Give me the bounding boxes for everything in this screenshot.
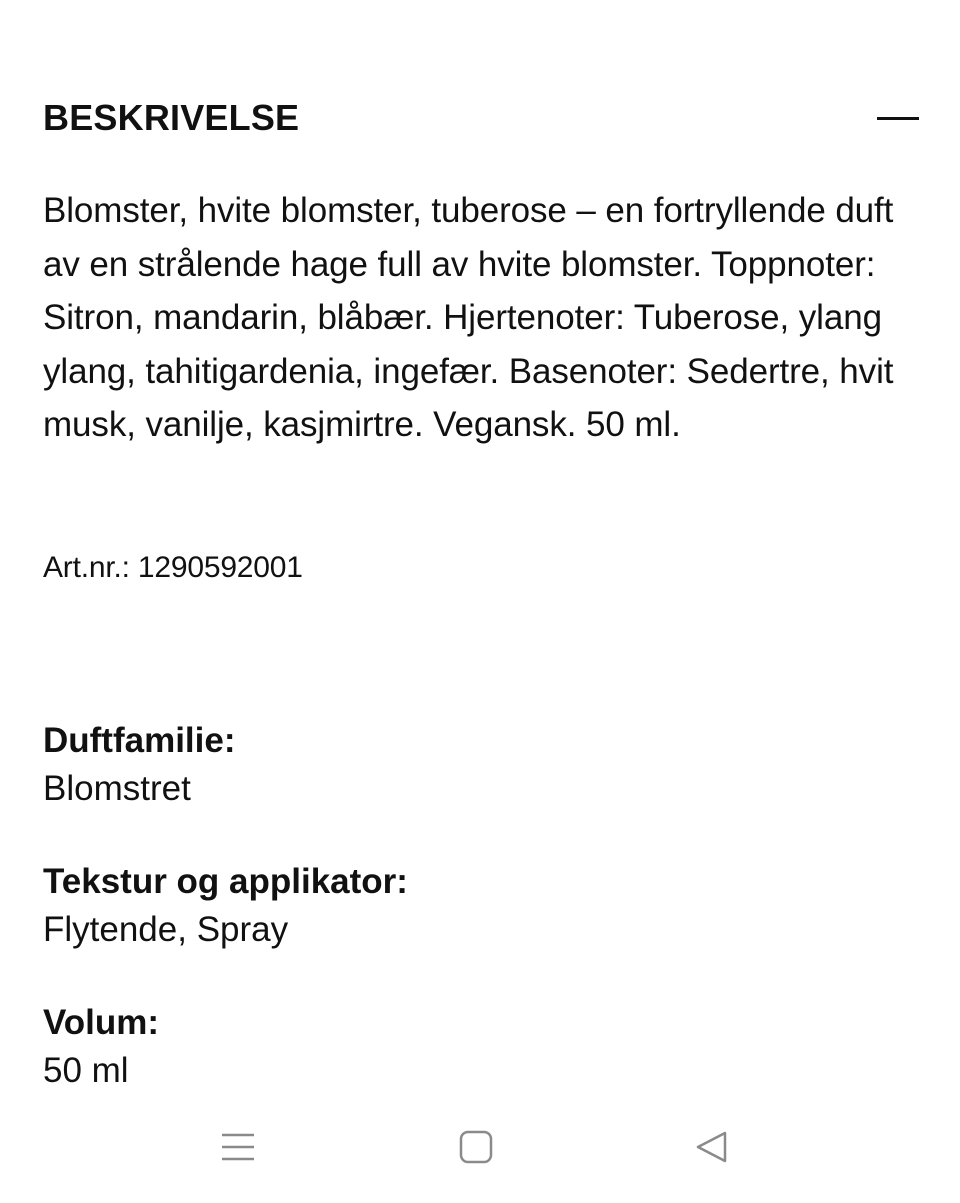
- attribute-label: Duftfamilie:: [43, 721, 236, 760]
- attribute-texture-applicator: [43, 858, 903, 954]
- attribute-value: Flytende, Spray: [43, 910, 289, 949]
- minus-icon[interactable]: [875, 103, 919, 133]
- attribute-value: Blomstret: [43, 769, 191, 808]
- attribute-label: Volum:: [43, 1003, 160, 1042]
- back-icon[interactable]: [682, 1121, 742, 1173]
- system-navigation-bar: [0, 1103, 960, 1203]
- attribute-fragrance-family: [43, 717, 903, 813]
- description-section-header[interactable]: [43, 92, 919, 144]
- attribute-label: Tekstur og applikator:: [43, 862, 408, 901]
- product-description: Blomster, hvite blomster, tuberose – en fortryllende duft av en strålende hage full av hvite blomster. Toppnoter: Sitron, mandarin, blåbær. Hjertenoter: Tuberose, ylang ylang, tahitigardenia, ingefær. Basenoter: Sedertre, hvit musk, vanilje, kasjmirtre. Vegansk. 50 ml.: [43, 191, 894, 444]
- section-title: BESKRIVELSE: [43, 97, 300, 138]
- home-icon[interactable]: [446, 1121, 506, 1173]
- article-number: Art.nr.: 1290592001: [43, 551, 303, 584]
- attribute-volume: [43, 999, 903, 1095]
- attribute-value: 50 ml: [43, 1051, 129, 1090]
- recent-apps-icon[interactable]: [208, 1121, 268, 1173]
